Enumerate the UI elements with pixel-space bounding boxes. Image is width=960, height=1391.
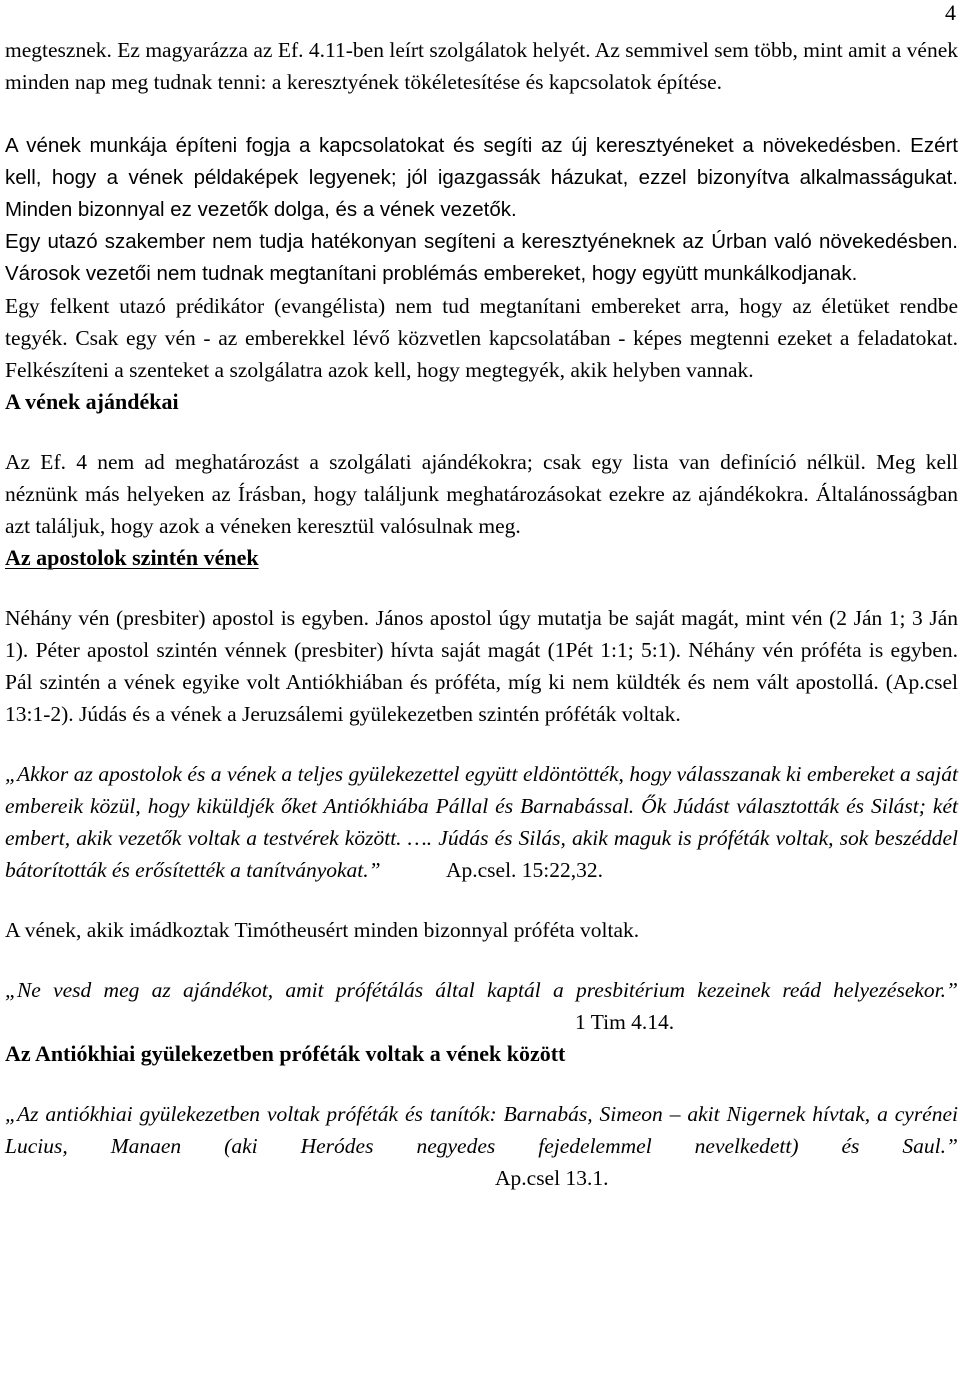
heading-antioch-prophets: Az Antiókhiai gyülekezetben próféták voltak a vének között [5, 1041, 566, 1066]
paragraph-timothy: A vének, akik imádkoztak Timótheusért minden bizonnyal próféta voltak. [5, 918, 640, 942]
heading-gifts-of-elders: A vének ajándékai [5, 389, 179, 414]
paragraph-gifts: Az Ef. 4 nem ad meghatározást a szolgálati ajándékokra; csak egy lista van definíció nélkül. Meg kell néznünk más helyeken az Írásban, hogy találjunk meghatározásokat ezekre az ajándékokra. Általánosságban azt találjuk, hogy azok a véneken keresztül valósulnak meg. [5, 450, 958, 538]
paragraph-traveling-preacher: Egy felkent utazó prédikátor (evangélista) nem tud megtanítani embereket arra, hogy az életüket rendbe tegyék. Csak egy vén - az emberekkel lévő közvetlen kapcsolatában - képes megtenni ezeket a feladatokat. Felkészíteni a szenteket a szolgálatra azok kell, hogy megtegyék, akik helyben vannak. [5, 294, 958, 382]
quote-acts-15-reference: Ap.csel. 15:22,32. [445, 858, 604, 882]
paragraph-apostles: Néhány vén (presbiter) apostol is egyben. János apostol úgy mutatja be saját magát, mint vén (2 Ján 1; 3 Ján 1). Péter apostol szintén vénnek (presbiter) hívta saját magát (1Pét 1:1; 5:1). Néhány vén próféta is egyben. Pál szintén a vének egyike volt Antiókhiában és próféta, míg ki nem küldték és nem vált apostollá. (Ap.csel 13:1-2). Júdás és a vének a Jeruzsálemi gyülekezetben szintén próféták voltak. [5, 606, 958, 726]
paragraph-elders-work: A vének munkája építeni fogja a kapcsolatokat és segíti az új keresztyéneket a növekedésben. Ezért kell, hogy a vének példaképek legyenek; jól igazgassák házukat, ezzel bizonyítva alkalmasságukat. Minden bizonnyal ez vezetők dolga, és a vének vezetők. [5, 134, 958, 221]
quote-1-tim-text: „Ne vesd meg az ajándékot, amit prófétálás által kaptál a presbitérium kezeinek reád helyezésekor.” [5, 978, 958, 1002]
paragraph-traveling-expert: Egy utazó szakember nem tudja hatékonyan segíteni a keresztyéneknek az Úrban való növekedésben. Városok vezetői nem tudnak megtanítani problémás embereket, hogy együtt munkálkodjanak. [5, 230, 958, 285]
page-number: 4 [945, 0, 956, 25]
quote-1-tim [5, 974, 958, 1038]
quote-acts-15 [5, 758, 958, 886]
heading-apostles-elders: Az apostolok szintén vének [5, 545, 259, 570]
quote-acts-13-reference: Ap.csel 13.1. [495, 1166, 609, 1190]
quote-1-tim-reference: 1 Tim 4.14. [575, 1010, 675, 1034]
quote-acts-13-text: „Az antiókhiai gyülekezetben voltak próféták és tanítók: Barnabás, Simeon – akit Nigernek hívtak, a cyrénei Lucius, Manaen (aki Heródes negyedes fejedelemmel nevelkedett) és Saul.” [5, 1102, 958, 1158]
quote-acts-15-text: „Akkor az apostolok és a vének a teljes gyülekezettel együtt eldöntötték, hogy válasszanak ki embereket a saját embereik közül, hogy kiküldjék őket Antiókhiába Pállal és Barnabással. Ők Júdást választották és Silást; két embert, akik vezetők voltak a testvérek között. …. Júdás és Silás, akik maguk is próféták voltak, sok beszéddel bátorították és erősítették a tanítványokat.” [5, 762, 958, 882]
quote-acts-13 [5, 1098, 958, 1194]
paragraph-intro: megtesznek. Ez magyarázza az Ef. 4.11-ben leírt szolgálatok helyét. Az semmivel sem több, mint amit a vének minden nap meg tudnak tenni: a keresztyének tökéletesítése és kapcsolatok építése. [5, 38, 958, 94]
paragraph-elders-work-block [5, 130, 958, 290]
document-body [5, 34, 958, 1194]
